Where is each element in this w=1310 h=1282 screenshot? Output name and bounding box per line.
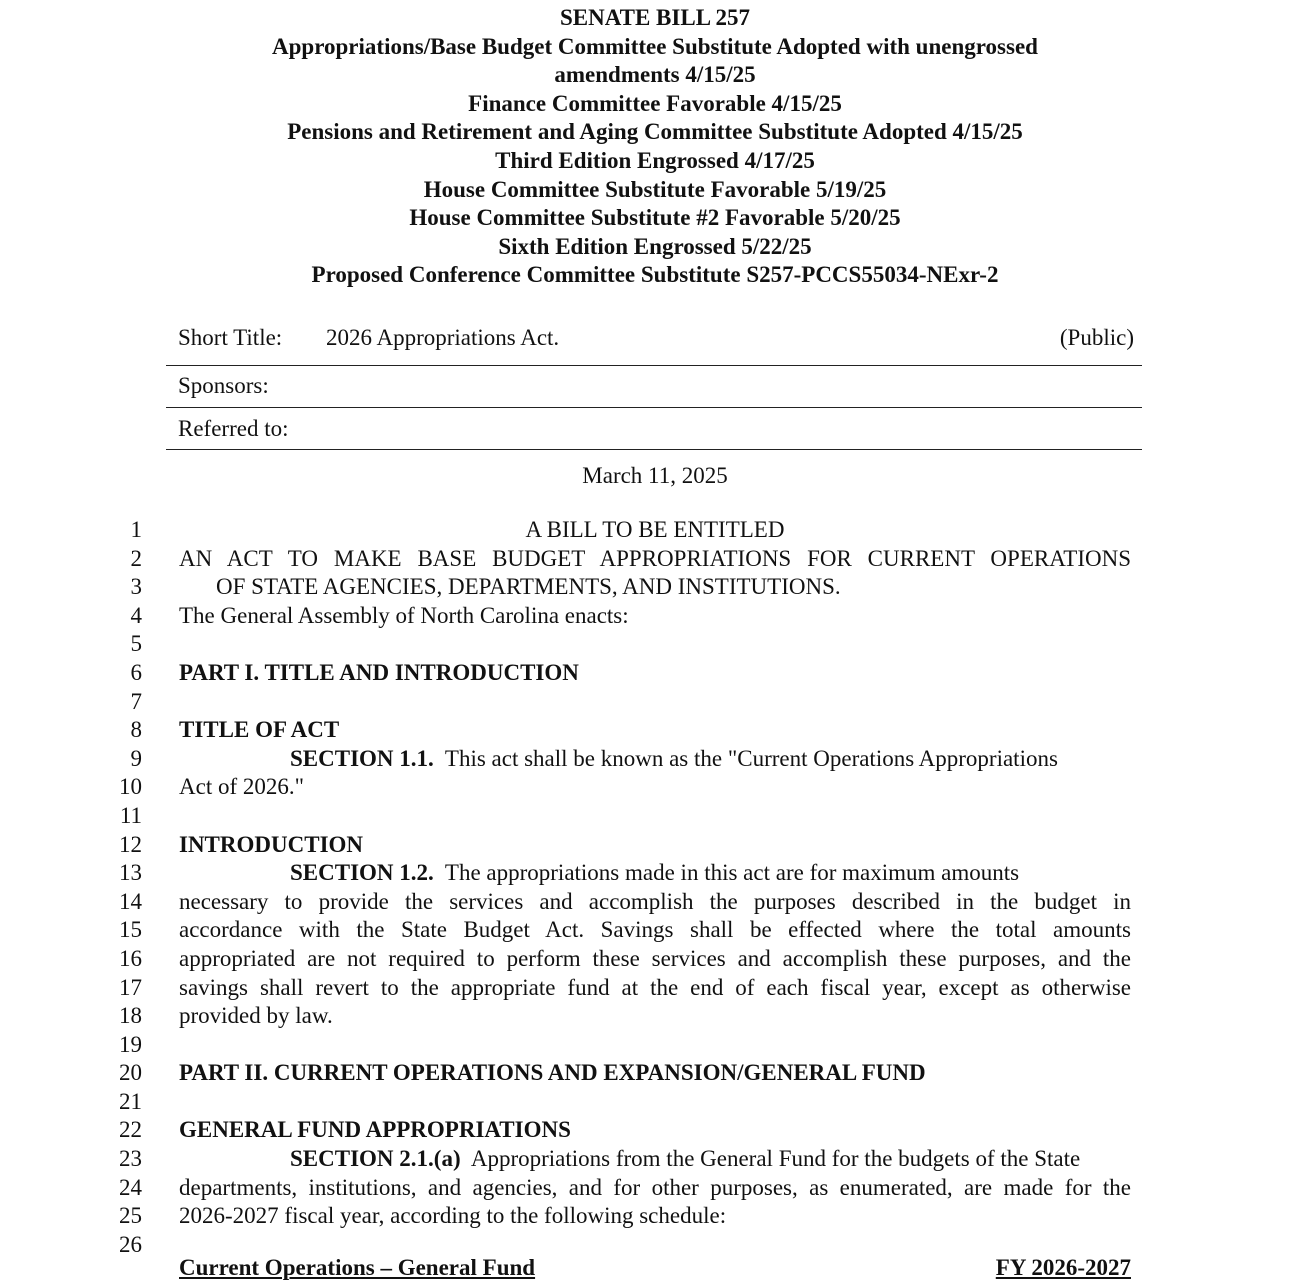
header-line: Sixth Edition Engrossed 5/22/25 [498, 233, 812, 259]
bill-line [0, 974, 1265, 1003]
line-number: 6 [130, 659, 142, 685]
header-line: House Committee Substitute Favorable 5/19/25 [423, 176, 887, 202]
section-body: accordance with the State Budget Act. Savings shall be effected where the total amounts [179, 917, 1131, 943]
divider [166, 449, 1142, 450]
bill-line [0, 773, 1265, 802]
bill-line [0, 688, 1265, 717]
sponsors-label: Sponsors: [178, 373, 269, 398]
header-line: Pensions and Retirement and Aging Committee Substitute Adopted 4/15/25 [287, 119, 1023, 145]
line-number: 8 [130, 717, 142, 743]
section-body: necessary to provide the services and accomplish the purposes described in the budget in [179, 888, 1131, 914]
short-title-label: Short Title: [178, 325, 283, 350]
bill-line [0, 802, 1265, 831]
header-line: Appropriations/Base Budget Committee Substitute Adopted with unengrossed [272, 33, 1038, 59]
line-number: 26 [119, 1231, 142, 1257]
section-number: SECTION 1.2. [290, 860, 434, 886]
bill-line [0, 945, 1265, 974]
section-body: 2026-2027 fiscal year, according to the following schedule: [179, 1203, 727, 1229]
line-number: 16 [119, 945, 142, 971]
bill-line [0, 831, 1265, 860]
divider [166, 407, 1142, 408]
act-title: AN ACT TO MAKE BASE BUDGET APPROPRIATIONS FOR CURRENT OPERATIONS [179, 545, 1131, 571]
section-heading: GENERAL FUND APPROPRIATIONS [179, 1117, 571, 1143]
bill-line [0, 602, 1265, 631]
line-number: 11 [119, 802, 142, 828]
bill-line [0, 659, 1265, 688]
bill-line [0, 916, 1265, 945]
line-number: 24 [119, 1174, 142, 1200]
bill-line [0, 1059, 1265, 1088]
section-body: appropriated are not required to perform these services and accomplish these purposes, and the [179, 945, 1131, 971]
line-number: 23 [119, 1146, 142, 1172]
bill-line [0, 1002, 1265, 1031]
bill-line [0, 630, 1265, 659]
bill-line [0, 745, 1265, 774]
section-body: Act of 2026." [179, 774, 305, 800]
line-number: 10 [119, 774, 142, 800]
line-number: 15 [119, 917, 142, 943]
line-number: 20 [119, 1060, 142, 1086]
line-number: 19 [119, 1031, 142, 1057]
line-number: 7 [130, 688, 142, 714]
bill-line [0, 573, 1265, 602]
section-body: This act shall be known as the "Current Operations Appropriations [444, 745, 1058, 771]
line-number: 4 [130, 602, 142, 628]
bill-body [0, 516, 1265, 1259]
line-number: 21 [119, 1088, 142, 1114]
header-line: House Committee Substitute #2 Favorable 5/20/25 [409, 205, 901, 231]
line-number: 17 [119, 974, 142, 1000]
bill-line [0, 888, 1265, 917]
divider [166, 365, 1142, 366]
bill-line [0, 1088, 1265, 1117]
schedule-heading: Current Operations – General Fund [179, 1255, 536, 1280]
section-number: SECTION 1.1. [290, 745, 434, 771]
line-number: 9 [130, 745, 142, 771]
part-heading: PART I. TITLE AND INTRODUCTION [179, 659, 579, 685]
section-heading: TITLE OF ACT [179, 717, 340, 743]
header-line: amendments 4/15/25 [554, 62, 756, 88]
line-number: 5 [130, 631, 142, 657]
header-line: Third Edition Engrossed 4/17/25 [495, 147, 815, 173]
section-text [179, 745, 1131, 774]
line-number: 25 [119, 1203, 142, 1229]
bill-line [0, 1202, 1265, 1231]
public-label: (Public) [1059, 325, 1134, 350]
bill-line [0, 1174, 1265, 1203]
act-title-cont: OF STATE AGENCIES, DEPARTMENTS, AND INSTITUTIONS. [216, 574, 841, 600]
bill-caption: A BILL TO BE ENTITLED [525, 517, 785, 542]
section-text [179, 1145, 1131, 1174]
header-line: Proposed Conference Committee Substitute S257-PCCS55034-NExr-2 [311, 262, 999, 288]
section-body: savings shall revert to the appropriate fund at the end of each fiscal year, except as otherwise [179, 974, 1131, 1000]
section-body: The appropriations made in this act are for maximum amounts [444, 860, 1020, 886]
bill-line [0, 1116, 1265, 1145]
bill-line [0, 545, 1265, 574]
bill-header [0, 4, 1310, 290]
line-number: 13 [119, 860, 142, 886]
bill-number: SENATE BILL 257 [559, 5, 751, 30]
section-text [179, 859, 1131, 888]
line-number: 1 [130, 517, 142, 542]
bill-line [0, 1031, 1265, 1060]
section-body: Appropriations from the General Fund for the budgets of the State [470, 1146, 1081, 1172]
bill-line [0, 516, 1265, 545]
line-number: 3 [130, 574, 142, 600]
short-title-value: 2026 Appropriations Act. [326, 325, 560, 350]
cut-off-line [0, 1255, 1265, 1280]
line-number: 2 [130, 545, 142, 571]
bill-date: March 11, 2025 [582, 463, 728, 488]
section-body: provided by law. [179, 1003, 333, 1029]
section-heading: INTRODUCTION [179, 831, 364, 857]
section-number: SECTION 2.1.(a) [290, 1146, 461, 1172]
part-heading: PART II. CURRENT OPERATIONS AND EXPANSION/GENERAL FUND [179, 1060, 926, 1086]
section-body: departments, institutions, and agencies, and for other purposes, as enumerated, are made for the [179, 1174, 1131, 1200]
header-line: Finance Committee Favorable 4/15/25 [468, 90, 842, 116]
schedule-year: FY 2026-2027 [995, 1255, 1131, 1280]
enacting-clause: The General Assembly of North Carolina enacts: [179, 602, 629, 628]
line-number: 22 [119, 1117, 142, 1143]
referred-label: Referred to: [178, 416, 289, 441]
bill-line [0, 716, 1265, 745]
line-number: 12 [119, 831, 142, 857]
bill-line [0, 1145, 1265, 1174]
bill-line [0, 859, 1265, 888]
line-number: 18 [119, 1003, 142, 1029]
line-number: 14 [119, 888, 142, 914]
